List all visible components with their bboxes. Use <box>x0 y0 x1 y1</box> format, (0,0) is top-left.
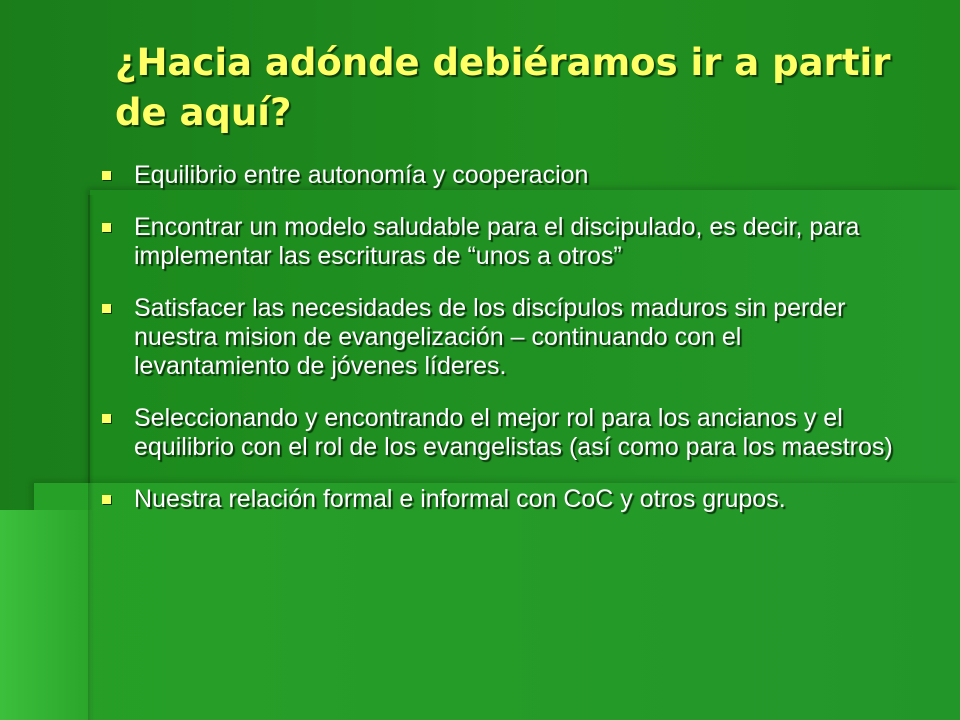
square-bullet-icon <box>102 414 111 423</box>
bullet-text: Nuestra relación formal e informal con CoC y otros grupos. <box>134 485 786 513</box>
bullet-text: Equilibrio entre autonomía y cooperacion <box>134 161 589 189</box>
square-bullet-icon <box>102 171 111 180</box>
bullet-item <box>100 294 900 381</box>
square-bullet-icon <box>102 495 111 504</box>
background-panel-left <box>0 510 92 720</box>
bullet-item <box>100 485 900 514</box>
bullet-text: Satisfacer las necesidades de los discípulos maduros sin perder nuestra mision de evangelización – continuando con el levantamiento de jóvenes líderes. <box>134 294 846 380</box>
bullet-item <box>100 213 900 271</box>
square-bullet-icon <box>102 223 111 232</box>
bullet-text: Seleccionando y encontrando el mejor rol para los ancianos y el equilibrio con el rol de los evangelistas (así como para los maestros) <box>134 404 893 461</box>
bullet-item <box>100 161 900 190</box>
square-bullet-icon <box>102 304 111 313</box>
bullet-item <box>100 404 900 462</box>
slide-title: ¿Hacia adónde debiéramos ir a partir de aquí? <box>115 41 891 134</box>
background-divider <box>88 195 94 720</box>
bullet-text: Encontrar un modelo saludable para el discipulado, es decir, para implementar las escrituras de “unos a otros” <box>134 213 860 270</box>
bullet-list <box>100 161 900 537</box>
